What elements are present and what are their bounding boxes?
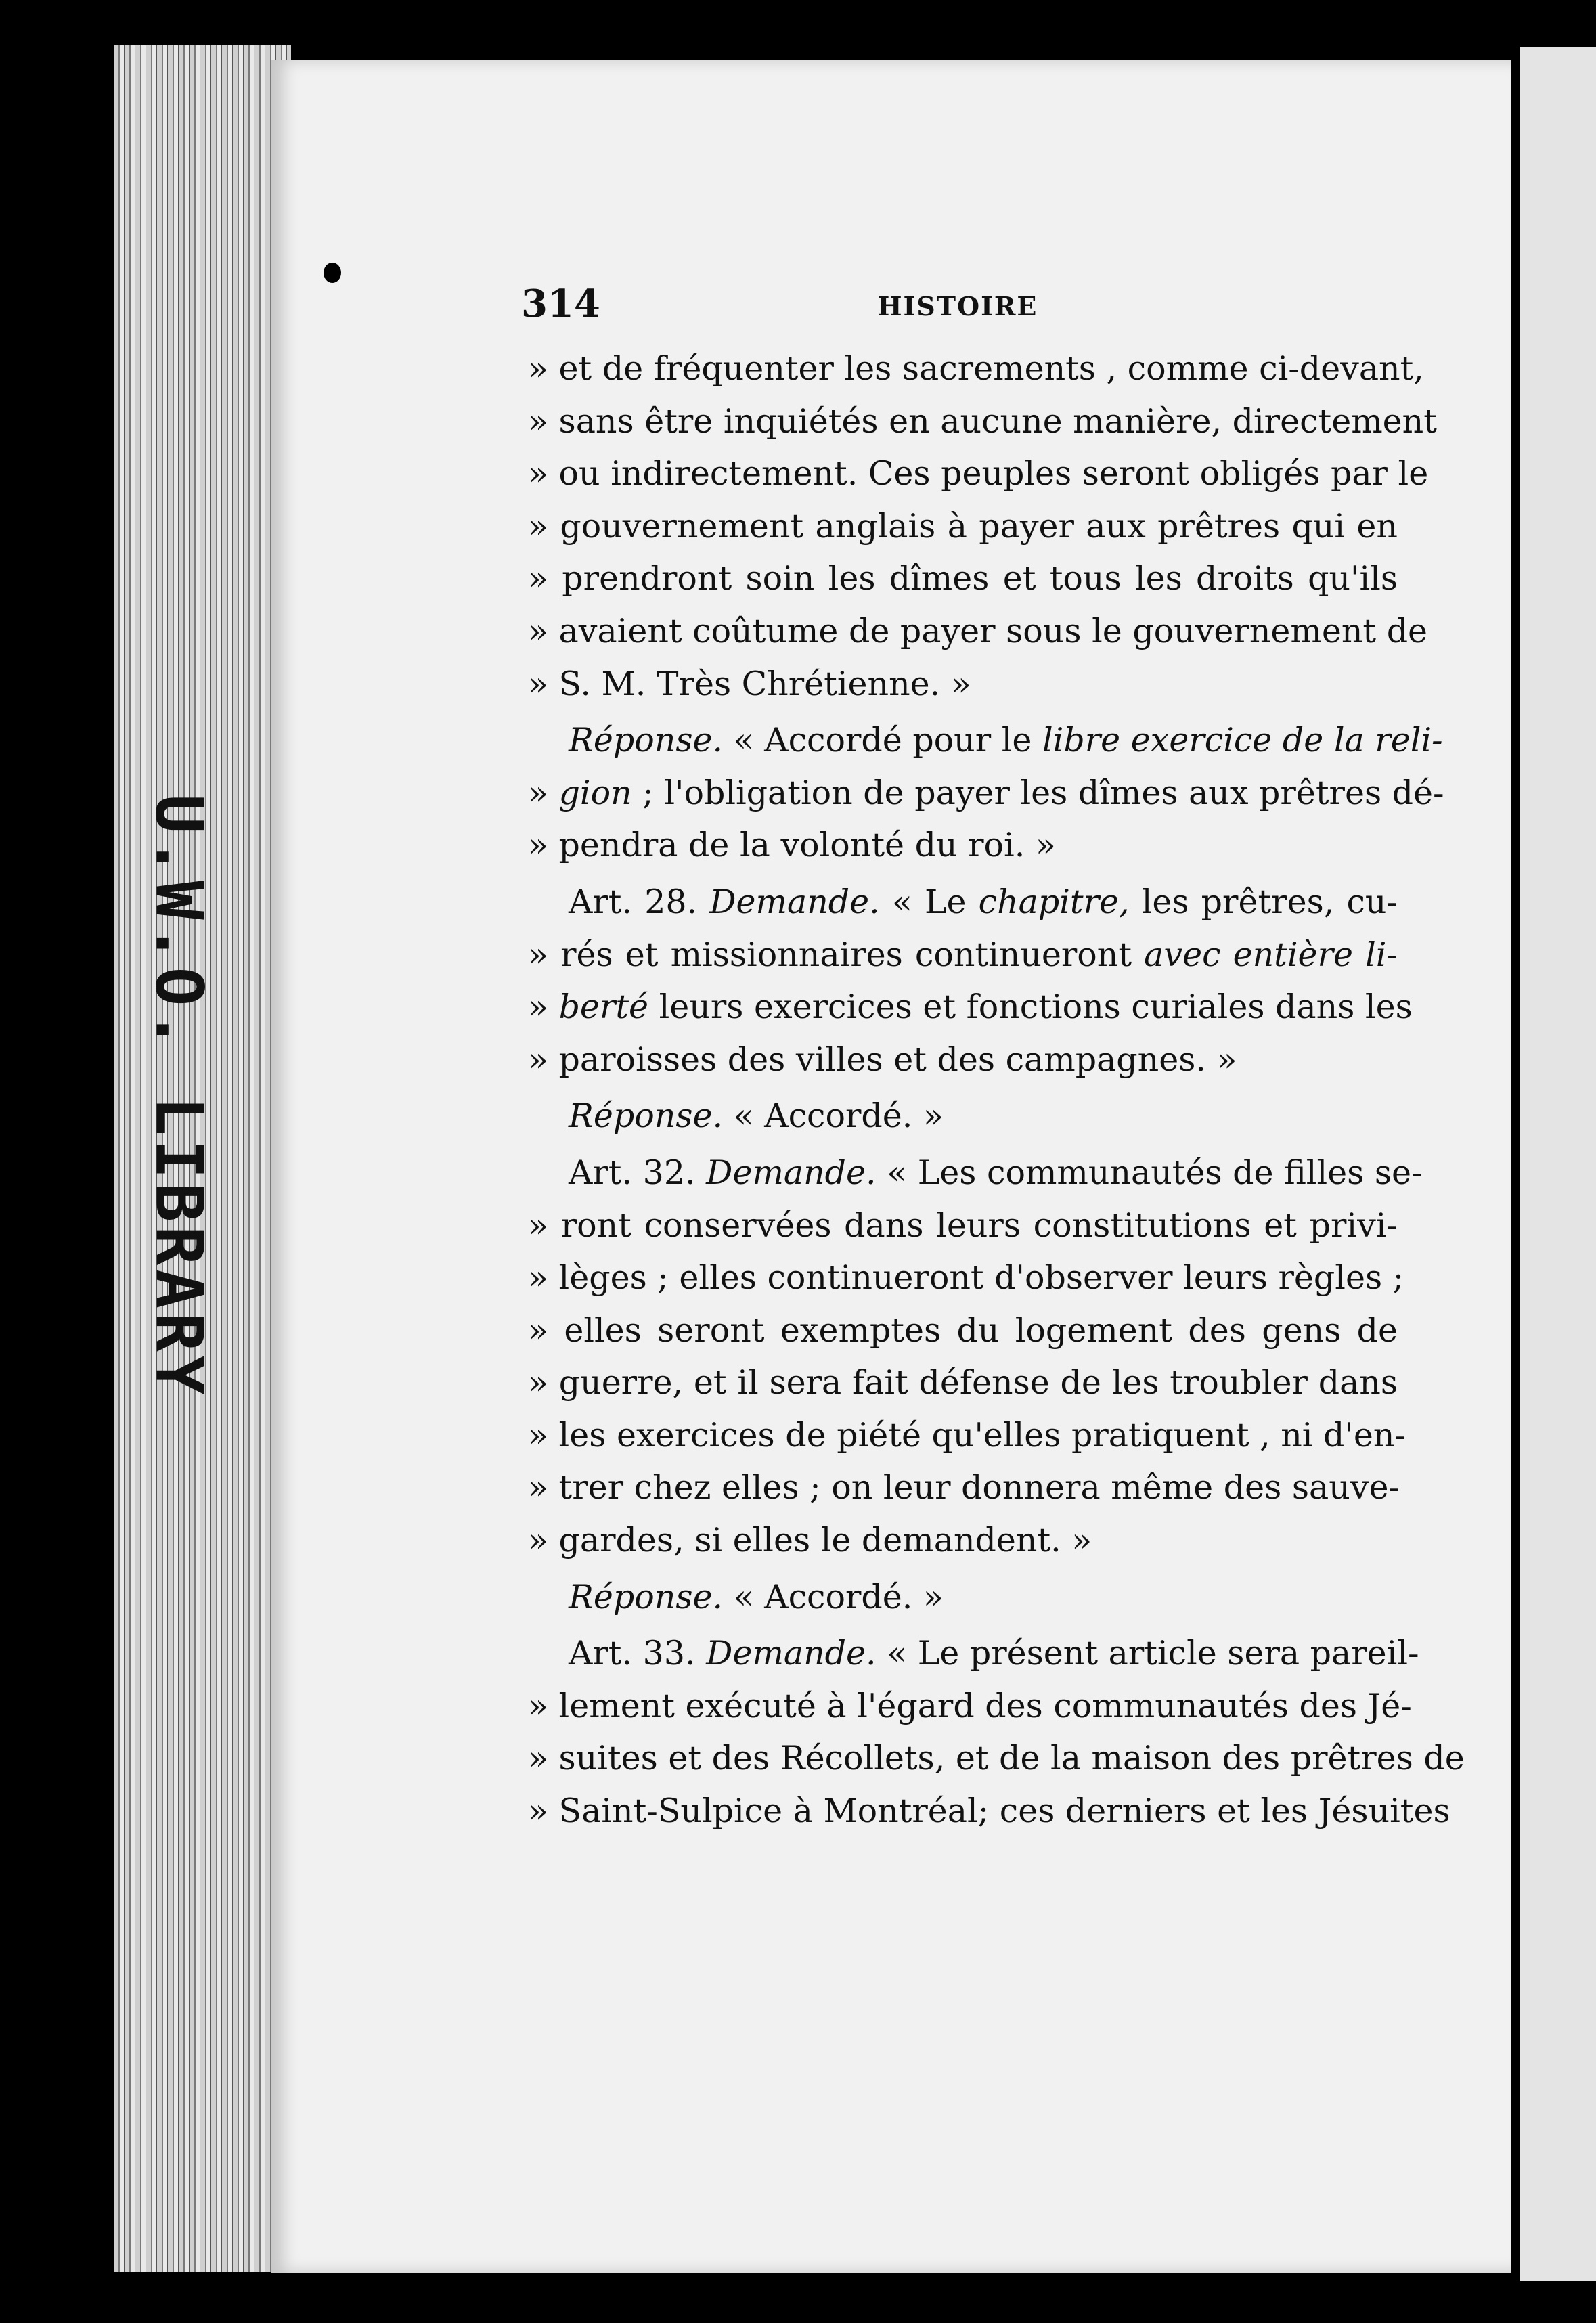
text-span: avec entière li- — [1144, 935, 1398, 974]
page-hole-mark — [324, 263, 341, 283]
response-line — [528, 714, 1443, 767]
text-line: » elles seront exemptes du logement des gens de — [528, 1310, 1398, 1350]
text-span: « Les communautés de filles se- — [876, 1153, 1423, 1192]
text-line: » lèges ; elles continueront d'observer leurs règles ; — [528, 1258, 1404, 1298]
text-line: » ou indirectement. Ces peuples seront obligés par le — [528, 454, 1429, 493]
page-number: 314 — [521, 282, 600, 326]
response-label: Réponse. — [569, 721, 724, 760]
article-line — [528, 876, 1398, 929]
quote-mark: » — [528, 988, 559, 1027]
text-line: » ront conservées dans leurs constitutions et privi- — [528, 1205, 1398, 1245]
article-number: Art. 33. — [569, 1634, 707, 1673]
text-line: » lement exécuté à l'égard des communautés des Jé- — [528, 1686, 1412, 1725]
text-span: « Accordé. » — [723, 1097, 944, 1136]
text-line: » pendra de la volonté du roi. » — [528, 826, 1056, 865]
text-line: » S. M. Très Chrétienne. » — [528, 664, 971, 703]
text-span: » rés et missionnaires continueront — [528, 935, 1145, 974]
running-head: HISTOIRE — [877, 291, 1038, 322]
article-number: Art. 32. — [569, 1153, 707, 1192]
text-span: les prêtres, cu- — [1129, 882, 1398, 921]
text-line: » trer chez elles ; on leur donnera même des sauve- — [528, 1468, 1400, 1507]
library-stamp — [141, 794, 217, 1399]
text-span: leurs exercices et fonctions curiales dans les — [648, 988, 1413, 1027]
article-line — [528, 1627, 1419, 1680]
text-span: « Accordé. » — [723, 1577, 944, 1616]
demand-label: Demande. — [709, 882, 880, 921]
text-line — [528, 929, 1398, 981]
text-span: « Le — [879, 882, 979, 921]
text-line: » Saint-Sulpice à Montréal; ces derniers et les Jésuites — [528, 1792, 1450, 1831]
text-span: berté — [558, 988, 649, 1027]
quote-mark: » — [528, 773, 559, 812]
facing-page-edge — [1520, 47, 1596, 2281]
text-line: » sans être inquiétés en aucune manière, directement — [528, 401, 1437, 441]
response-label: Réponse. — [569, 1577, 724, 1616]
text-line: » avaient coûtume de payer sous le gouvernement de — [528, 611, 1428, 650]
text-span: « Accordé pour le — [723, 721, 1042, 760]
text-span: « Le présent article sera pareil- — [876, 1634, 1419, 1673]
text-line: » paroisses des villes et des campagnes. » — [528, 1040, 1237, 1079]
text-span: gion — [558, 773, 632, 812]
demand-label: Demande. — [706, 1634, 877, 1673]
text-line: » guerre, et il sera fait défense de les troubler dans — [528, 1363, 1398, 1402]
response-line — [528, 1571, 1398, 1624]
text-span: libre exercice de la reli- — [1042, 721, 1443, 760]
text-line — [528, 981, 1413, 1034]
page-header — [521, 282, 1394, 329]
response-line — [528, 1090, 1398, 1143]
text-span: ; l'obligation de payer les dîmes aux prêtres dé- — [631, 773, 1444, 812]
text-line: » les exercices de piété qu'elles pratiquent , ni d'en- — [528, 1415, 1406, 1455]
text-line: » gardes, si elles le demandent. » — [528, 1521, 1092, 1560]
text-span: chapitre, — [978, 882, 1130, 921]
library-stamp-text: U.W.O. LIBRARY — [141, 794, 217, 1399]
text-line: » suites et des Récollets, et de la maison des prêtres de — [528, 1739, 1465, 1778]
article-line — [528, 1147, 1423, 1199]
text-line: » prendront soin les dîmes et tous les droits qu'ils — [528, 559, 1398, 598]
text-line: » gouvernement anglais à payer aux prêtres qui en — [528, 506, 1398, 546]
response-label: Réponse. — [569, 1097, 724, 1136]
article-number: Art. 28. — [569, 882, 710, 921]
demand-label: Demande. — [706, 1153, 877, 1192]
text-line — [528, 767, 1444, 820]
text-line: » et de fréquenter les sacrements , comme ci-devant, — [528, 349, 1424, 388]
body-text — [528, 342, 1465, 1838]
